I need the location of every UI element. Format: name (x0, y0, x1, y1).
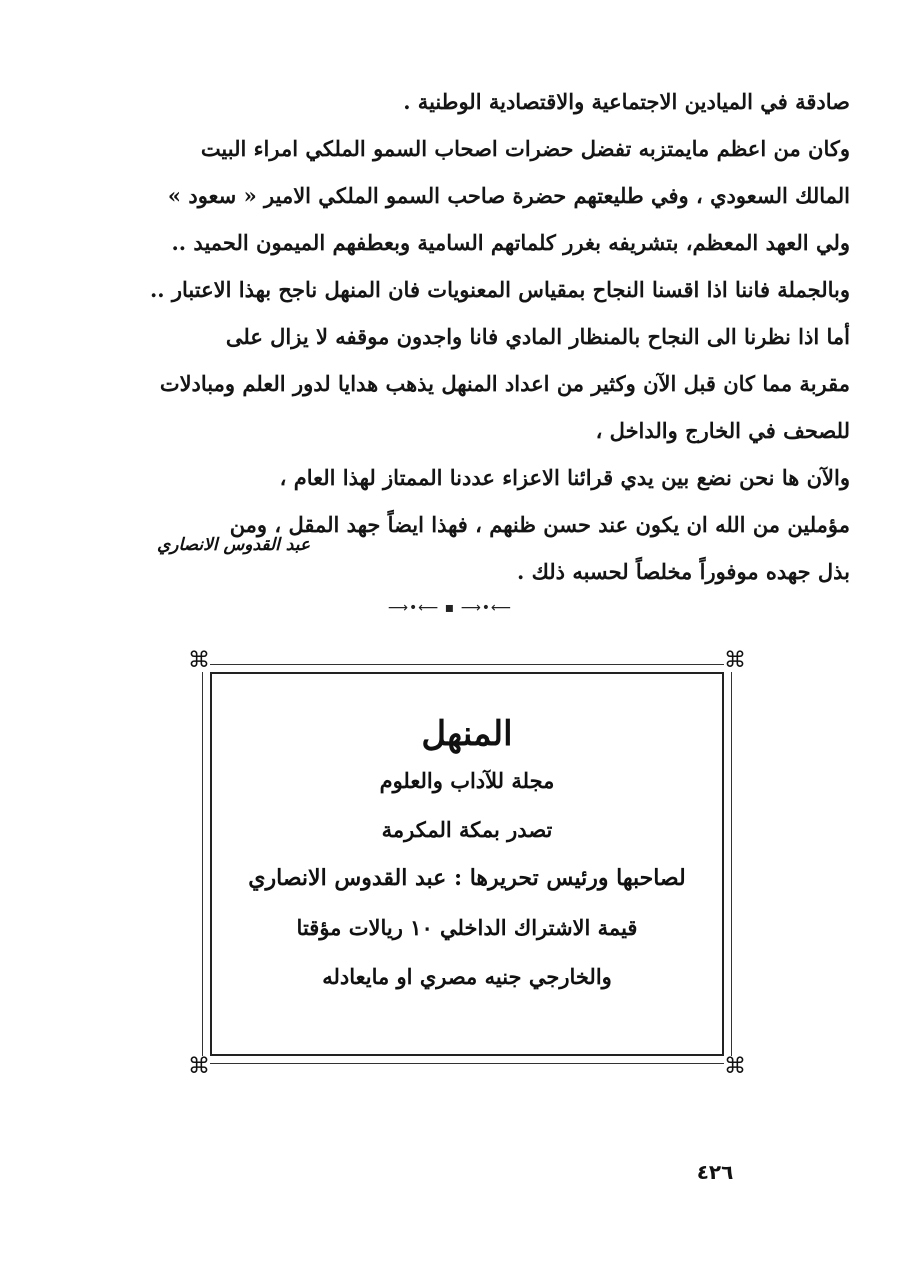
magazine-editor: لصاحبها ورئيس تحريرها : عبد القدوس الانصاري (248, 865, 686, 891)
magazine-subtitle: مجلة للآداب والعلوم (379, 768, 555, 793)
article-body (130, 78, 850, 595)
signature (150, 525, 310, 580)
article-line: وبالجملة فاننا اذا اقسنا النجاح بمقياس المعنويات فان المنهل ناجح بهذا الاعتبار .. (149, 277, 850, 302)
article-line: وكان من اعظم مايمتزبه تفضل حضرات اصحاب السمو الملكي امراء البيت (200, 136, 850, 161)
article-line: المالك السعودي ، وفي طليعتهم حضرة صاحب السمو الملكي الامير « سعود » (167, 183, 850, 208)
article-line: بذل جهده موفوراً مخلصاً لحسبه ذلك . (516, 559, 850, 584)
article-line: صادقة في الميادين الاجتماعية والاقتصادية الوطنية . (403, 89, 850, 114)
page-number: ٤٢٦ (696, 1160, 734, 1184)
ornament-knot-icon: ⌘ (724, 648, 746, 673)
article-line: للصحف في الخارج والداخل ، (595, 418, 850, 443)
signature-text: عبد القدوس الانصاري (156, 535, 310, 555)
subscription-domestic: قيمة الاشتراك الداخلي ١٠ ريالات مؤقتا (296, 915, 638, 940)
article-line: والآن ها نحن نضع بين يدي قرائنا الاعزاء عددنا الممتاز لهذا العام ، (279, 465, 850, 490)
magazine-info-content (212, 674, 722, 1054)
subscription-foreign: والخارجي جنيه مصري او مايعادله (322, 964, 612, 989)
ornament-knot-icon: ⌘ (188, 648, 210, 673)
article-line: ولي العهد المعظم، بتشريفه بغرر كلماتهم السامية وبعطفهم الميمون الحميد .. (171, 230, 850, 255)
magazine-info-box (188, 648, 746, 1079)
article-line: مؤملين من الله ان يكون عند حسن ظنهم ، فهذا ايضاً جهد المقل ، ومن (229, 512, 850, 537)
magazine-location: تصدر بمكة المكرمة (381, 817, 553, 842)
section-divider: ⟶•⟵ ▪ ⟶•⟵ (387, 600, 513, 616)
article-line: مقربة مما كان قبل الآن وكثير من اعداد المنهل يذهب هدايا لدور العلم ومبادلات (159, 371, 850, 396)
magazine-title: المنهل (421, 714, 513, 754)
ornament-knot-icon: ⌘ (724, 1054, 746, 1079)
ornament-knot-icon: ⌘ (188, 1054, 210, 1079)
article-line: أما اذا نظرنا الى النجاح بالمنظار المادي فانا واجدون موقفه لا يزال على (225, 324, 850, 349)
